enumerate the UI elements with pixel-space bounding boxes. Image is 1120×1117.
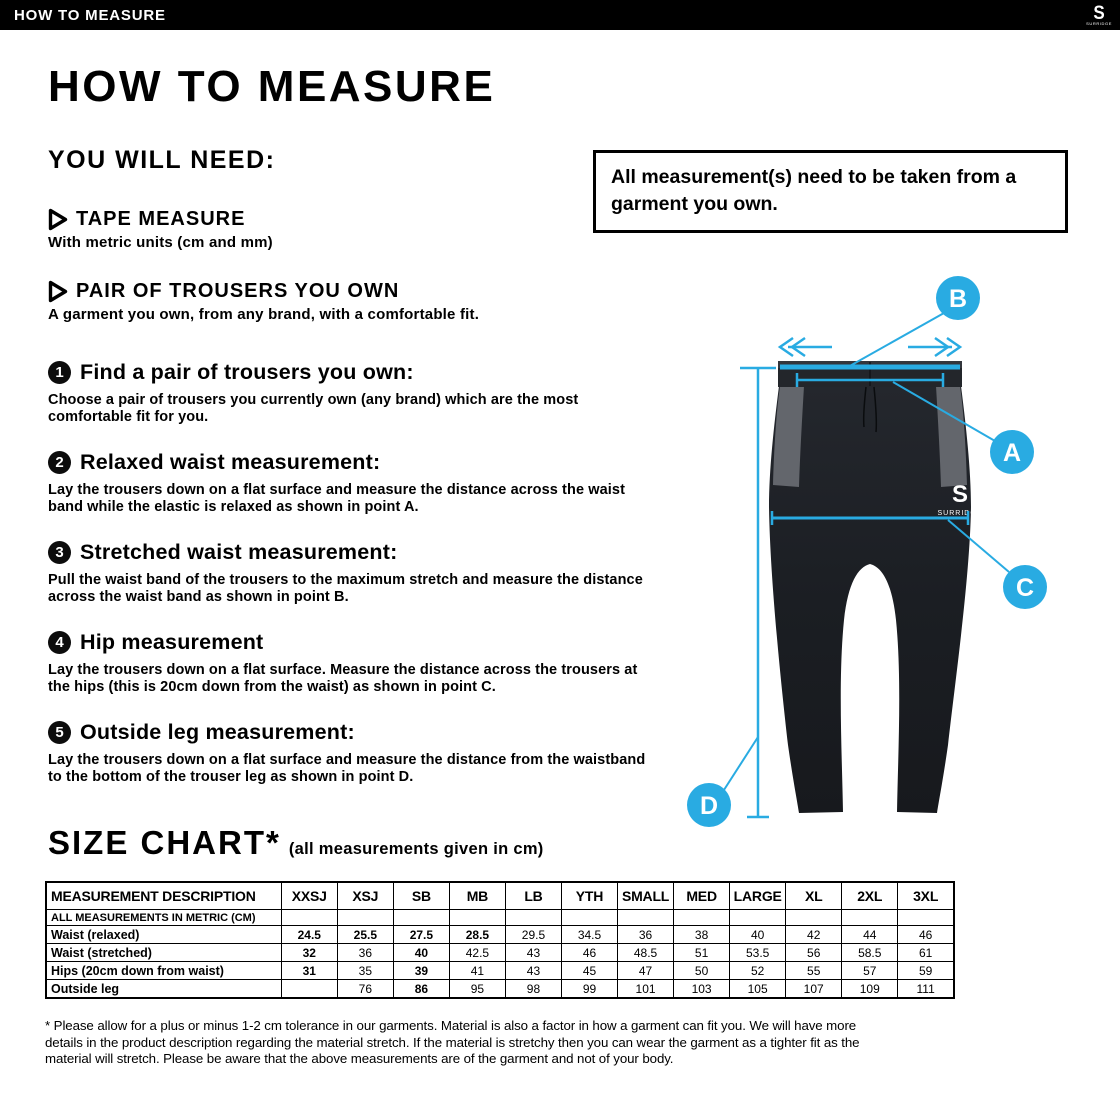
size-value-cell: 35 — [337, 962, 393, 980]
size-value-cell: 101 — [618, 980, 674, 999]
surridge-logo-letter: S — [1093, 1, 1105, 24]
measurement-label-cell: Hips (20cm down from waist) — [46, 962, 281, 980]
size-value-cell: 47 — [618, 962, 674, 980]
step-heading — [48, 540, 653, 565]
empty-cell — [786, 910, 842, 926]
column-header: SMALL — [618, 882, 674, 910]
size-value-cell: 105 — [730, 980, 786, 999]
step-title: Outside leg measurement: — [80, 720, 355, 744]
empty-cell — [898, 910, 954, 926]
size-value-cell: 34.5 — [561, 926, 617, 944]
size-value-cell: 46 — [561, 944, 617, 962]
top-bar — [0, 0, 1120, 30]
step-heading — [48, 450, 653, 475]
page-title: HOW TO MEASURE — [48, 62, 496, 111]
size-value-cell: 86 — [393, 980, 449, 999]
need-item-label-row — [48, 280, 608, 303]
step-4 — [48, 630, 653, 695]
size-value-cell: 44 — [842, 926, 898, 944]
size-value-cell: 32 — [281, 944, 337, 962]
step-5 — [48, 720, 653, 785]
measurement-note-box: All measurement(s) need to be taken from a garment you own. — [593, 150, 1068, 233]
column-header: MB — [449, 882, 505, 910]
size-chart-subheading: (all measurements given in cm) — [288, 840, 544, 858]
size-value-cell: 55 — [786, 962, 842, 980]
size-value-cell: 24.5 — [281, 926, 337, 944]
column-header: LARGE — [730, 882, 786, 910]
need-item-label-row — [48, 208, 608, 231]
measurement-label-cell: Waist (relaxed) — [46, 926, 281, 944]
size-value-cell: 95 — [449, 980, 505, 999]
size-chart-table — [45, 881, 955, 999]
size-value-cell: 31 — [281, 962, 337, 980]
size-value-cell: 98 — [505, 980, 561, 999]
column-header: YTH — [561, 882, 617, 910]
size-value-cell: 42.5 — [449, 944, 505, 962]
size-value-cell: 29.5 — [505, 926, 561, 944]
size-value-cell: 41 — [449, 962, 505, 980]
trousers-measure-diagram — [680, 275, 1100, 850]
column-header: SB — [393, 882, 449, 910]
measurement-label-cell: Outside leg — [46, 980, 281, 999]
column-header: XSJ — [337, 882, 393, 910]
step-body: Choose a pair of trousers you currently own (any brand) which are the most comfortable fit for you. — [48, 392, 579, 425]
step-heading — [48, 630, 653, 655]
size-value-cell: 50 — [674, 962, 730, 980]
step-1 — [48, 360, 653, 425]
surridge-logo-word: SURRIDGE — [1086, 21, 1112, 26]
empty-cell — [730, 910, 786, 926]
size-value-cell: 36 — [337, 944, 393, 962]
size-value-cell: 25.5 — [337, 926, 393, 944]
step-number-badge: 2 — [48, 451, 71, 474]
table-row — [46, 926, 954, 944]
table-row — [46, 962, 954, 980]
step-heading — [48, 720, 653, 745]
empty-cell — [449, 910, 505, 926]
need-item-description: With metric units (cm and mm) — [48, 234, 273, 251]
size-value-cell: 51 — [674, 944, 730, 962]
column-header: XXSJ — [281, 882, 337, 910]
need-item-trousers — [48, 280, 608, 323]
size-value-cell: 111 — [898, 980, 954, 999]
size-value-cell: 36 — [618, 926, 674, 944]
empty-cell — [842, 910, 898, 926]
surridge-logo-icon — [1086, 1, 1114, 26]
size-value-cell: 48.5 — [618, 944, 674, 962]
size-value-cell: 42 — [786, 926, 842, 944]
garment-logo-letter: S — [951, 481, 969, 508]
step-number-badge: 1 — [48, 361, 71, 384]
size-value-cell: 61 — [898, 944, 954, 962]
size-value-cell: 40 — [393, 944, 449, 962]
need-item-description: A garment you own, from any brand, with a comfortable fit. — [48, 306, 480, 323]
point-a-label: A — [1002, 439, 1022, 467]
point-b-label: B — [948, 285, 968, 313]
column-header: MEASUREMENT DESCRIPTION — [46, 882, 281, 910]
column-header: XL — [786, 882, 842, 910]
column-header: MED — [674, 882, 730, 910]
size-value-cell: 103 — [674, 980, 730, 999]
garment-logo-word: SURRIDGE — [937, 510, 983, 517]
step-body: Lay the trousers down on a flat surface. Measure the distance across the trousers at the hips (this is 20cm down from the waist) as shown in point C. — [48, 662, 638, 695]
step-3 — [48, 540, 653, 605]
table-row — [46, 944, 954, 962]
empty-cell — [505, 910, 561, 926]
size-value-cell: 38 — [674, 926, 730, 944]
step-title: Hip measurement — [80, 630, 264, 654]
size-value-cell: 99 — [561, 980, 617, 999]
size-value-cell: 52 — [730, 962, 786, 980]
metric-note-row — [46, 910, 954, 926]
step-title: Find a pair of trousers you own: — [80, 360, 414, 384]
empty-cell — [674, 910, 730, 926]
size-value-cell: 76 — [337, 980, 393, 999]
size-value-cell: 107 — [786, 980, 842, 999]
triangle-bullet-icon — [48, 208, 68, 231]
size-value-cell: 43 — [505, 962, 561, 980]
size-chart-title: SIZE CHART* — [48, 824, 281, 861]
step-heading — [48, 360, 653, 385]
size-chart-heading — [48, 824, 544, 862]
empty-cell — [618, 910, 674, 926]
size-value-cell: 58.5 — [842, 944, 898, 962]
top-bar-title: HOW TO MEASURE — [14, 6, 166, 24]
size-value-cell: 45 — [561, 962, 617, 980]
size-value-cell: 109 — [842, 980, 898, 999]
size-value-cell: 40 — [730, 926, 786, 944]
step-body: Pull the waist band of the trousers to the maximum stretch and measure the distance across the waist band as shown in point B. — [48, 572, 643, 605]
size-value-cell: 56 — [786, 944, 842, 962]
step-title: Stretched waist measurement: — [80, 540, 398, 564]
size-value-cell: 53.5 — [730, 944, 786, 962]
point-c-label: C — [1015, 574, 1035, 602]
step-number-badge: 5 — [48, 721, 71, 744]
size-value-cell: 43 — [505, 944, 561, 962]
step-body: Lay the trousers down on a flat surface and measure the distance across the waist band while the elastic is relaxed as shown in point A. — [48, 482, 625, 515]
column-header: LB — [505, 882, 561, 910]
size-value-cell: 57 — [842, 962, 898, 980]
need-item-tape-measure — [48, 208, 608, 251]
point-d-label: D — [699, 792, 719, 820]
empty-cell — [281, 910, 337, 926]
empty-cell — [393, 910, 449, 926]
triangle-bullet-icon — [48, 280, 68, 303]
size-value-cell — [281, 980, 337, 999]
empty-cell — [561, 910, 617, 926]
step-number-badge: 3 — [48, 541, 71, 564]
column-header: 2XL — [842, 882, 898, 910]
metric-note-cell: ALL MEASUREMENTS IN METRIC (CM) — [46, 910, 281, 926]
need-item-label: TAPE MEASURE — [76, 208, 246, 230]
table-row — [46, 980, 954, 999]
step-body: Lay the trousers down on a flat surface and measure the distance from the waistband to the bottom of the trouser leg as shown in point D. — [48, 752, 646, 785]
size-value-cell: 59 — [898, 962, 954, 980]
need-item-label: PAIR OF TROUSERS YOU OWN — [76, 280, 400, 302]
step-number-badge: 4 — [48, 631, 71, 654]
measurement-label-cell: Waist (stretched) — [46, 944, 281, 962]
step-2 — [48, 450, 653, 515]
size-value-cell: 27.5 — [393, 926, 449, 944]
footnote-text: * Please allow for a plus or minus 1-2 cm tolerance in our garments. Material is also a factor in how a garment can fit you. We will have more details in the product description regarding the material stretch. If the material is stretchy then you can wear the garment as a tighter fit as the material will stretch. Please be aware that the above measurements are of the garment and not of your body. — [45, 1018, 860, 1067]
table-header-row — [46, 882, 954, 910]
column-header: 3XL — [898, 882, 954, 910]
you-will-need-heading: YOU WILL NEED: — [48, 146, 276, 174]
empty-cell — [337, 910, 393, 926]
size-value-cell: 28.5 — [449, 926, 505, 944]
size-value-cell: 46 — [898, 926, 954, 944]
size-value-cell: 39 — [393, 962, 449, 980]
step-title: Relaxed waist measurement: — [80, 450, 381, 474]
